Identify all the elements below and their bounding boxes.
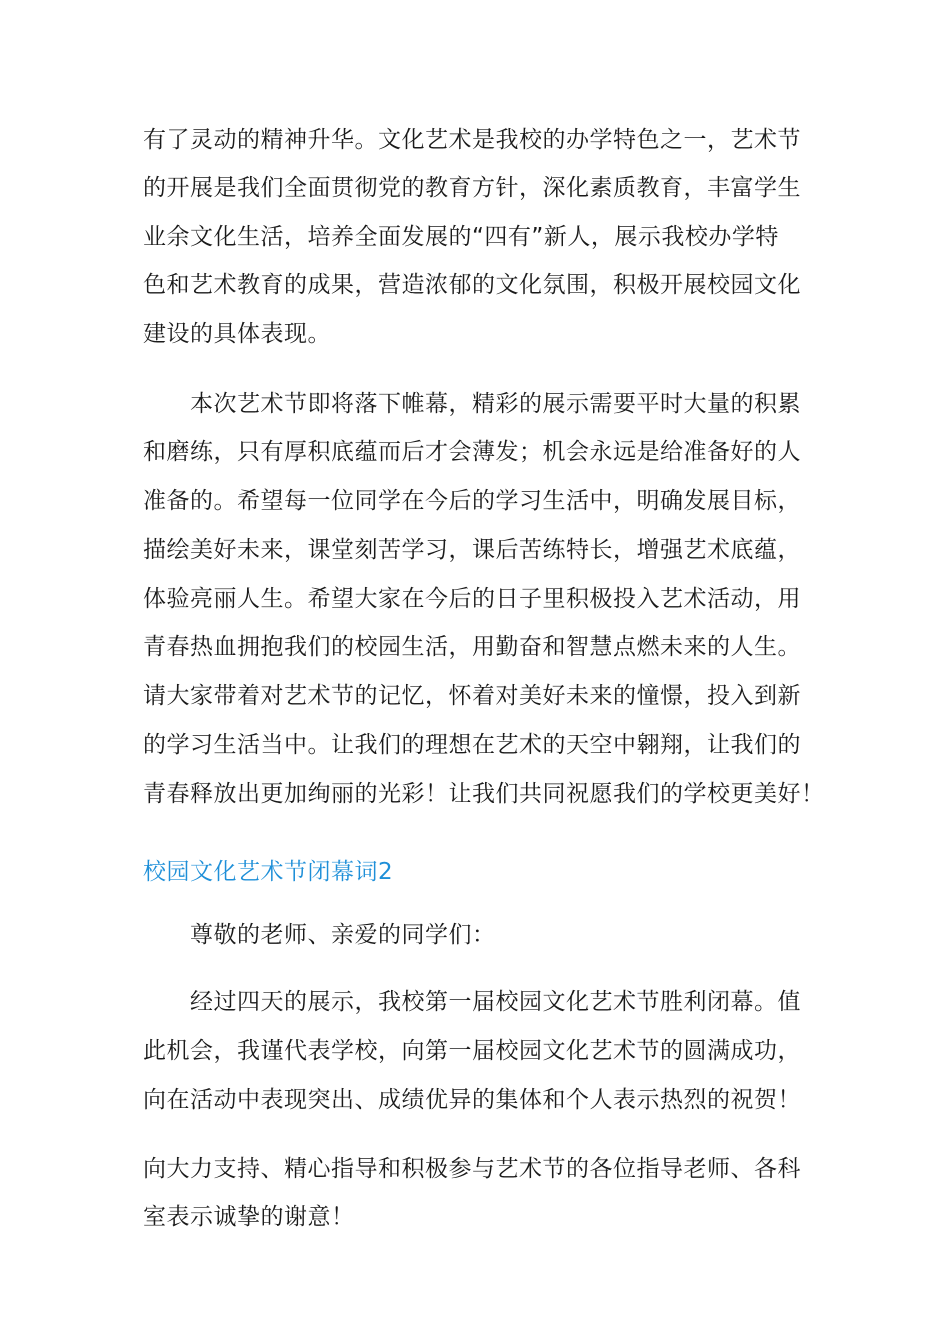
paragraph-2-line-1: 本次艺术节即将落下帷幕，精彩的展示需要平时大量的积累 bbox=[190, 391, 801, 417]
paragraph-3-line-1: 经过四天的展示，我校第一届校园文化艺术节胜利闭幕。值 bbox=[190, 989, 801, 1015]
paragraph-2-line-4: 描绘美好未来，课堂刻苦学习，课后苦练特长，增强艺术底蕴， bbox=[143, 537, 801, 563]
paragraph-2-line-8: 的学习生活当中。让我们的理想在艺术的天空中翱翔，让我们的 bbox=[143, 732, 801, 758]
paragraph-4-line-2: 室表示诚挚的谢意！ bbox=[143, 1204, 355, 1230]
greeting: 尊敬的老师、亲爱的同学们： bbox=[190, 922, 496, 948]
paragraph-2-line-2: 和磨练，只有厚积底蕴而后才会薄发；机会永远是给准备好的人 bbox=[143, 439, 801, 465]
paragraph-1-line-4: 色和艺术教育的成果，营造浓郁的文化氛围，积极开展校园文化 bbox=[143, 272, 801, 298]
paragraph-3-line-3: 向在活动中表现突出、成绩优异的集体和个人表示热烈的祝贺！ bbox=[143, 1087, 801, 1113]
paragraph-1-line-5: 建设的具体表现。 bbox=[143, 321, 331, 347]
paragraph-2-line-7: 请大家带着对艺术节的记忆，怀着对美好未来的憧憬，投入到新 bbox=[143, 683, 801, 709]
paragraph-4-line-1: 向大力支持、精心指导和积极参与艺术节的各位指导老师、各科 bbox=[143, 1156, 801, 1182]
paragraph-2-line-5: 体验亮丽人生。希望大家在今后的日子里积极投入艺术活动，用 bbox=[143, 586, 801, 612]
paragraph-1-line-1: 有了灵动的精神升华。文化艺术是我校的办学特色之一，艺术节 bbox=[143, 127, 801, 153]
section-heading: 校园文化艺术节闭幕词2 bbox=[143, 859, 394, 885]
paragraph-1-line-3: 业余文化生活，培养全面发展的“四有”新人，展示我校办学特 bbox=[143, 224, 779, 250]
paragraph-2-line-3: 准备的。希望每一位同学在今后的学习生活中，明确发展目标， bbox=[143, 488, 801, 514]
paragraph-2-line-6: 青春热血拥抱我们的校园生活，用勤奋和智慧点燃未来的人生。 bbox=[143, 634, 801, 660]
paragraph-3-line-2: 此机会，我谨代表学校，向第一届校园文化艺术节的圆满成功， bbox=[143, 1038, 801, 1064]
paragraph-2-line-9: 青春释放出更加绚丽的光彩！让我们共同祝愿我们的学校更美好！ bbox=[143, 781, 825, 807]
paragraph-1-line-2: 的开展是我们全面贯彻党的教育方针，深化素质教育，丰富学生 bbox=[143, 175, 801, 201]
